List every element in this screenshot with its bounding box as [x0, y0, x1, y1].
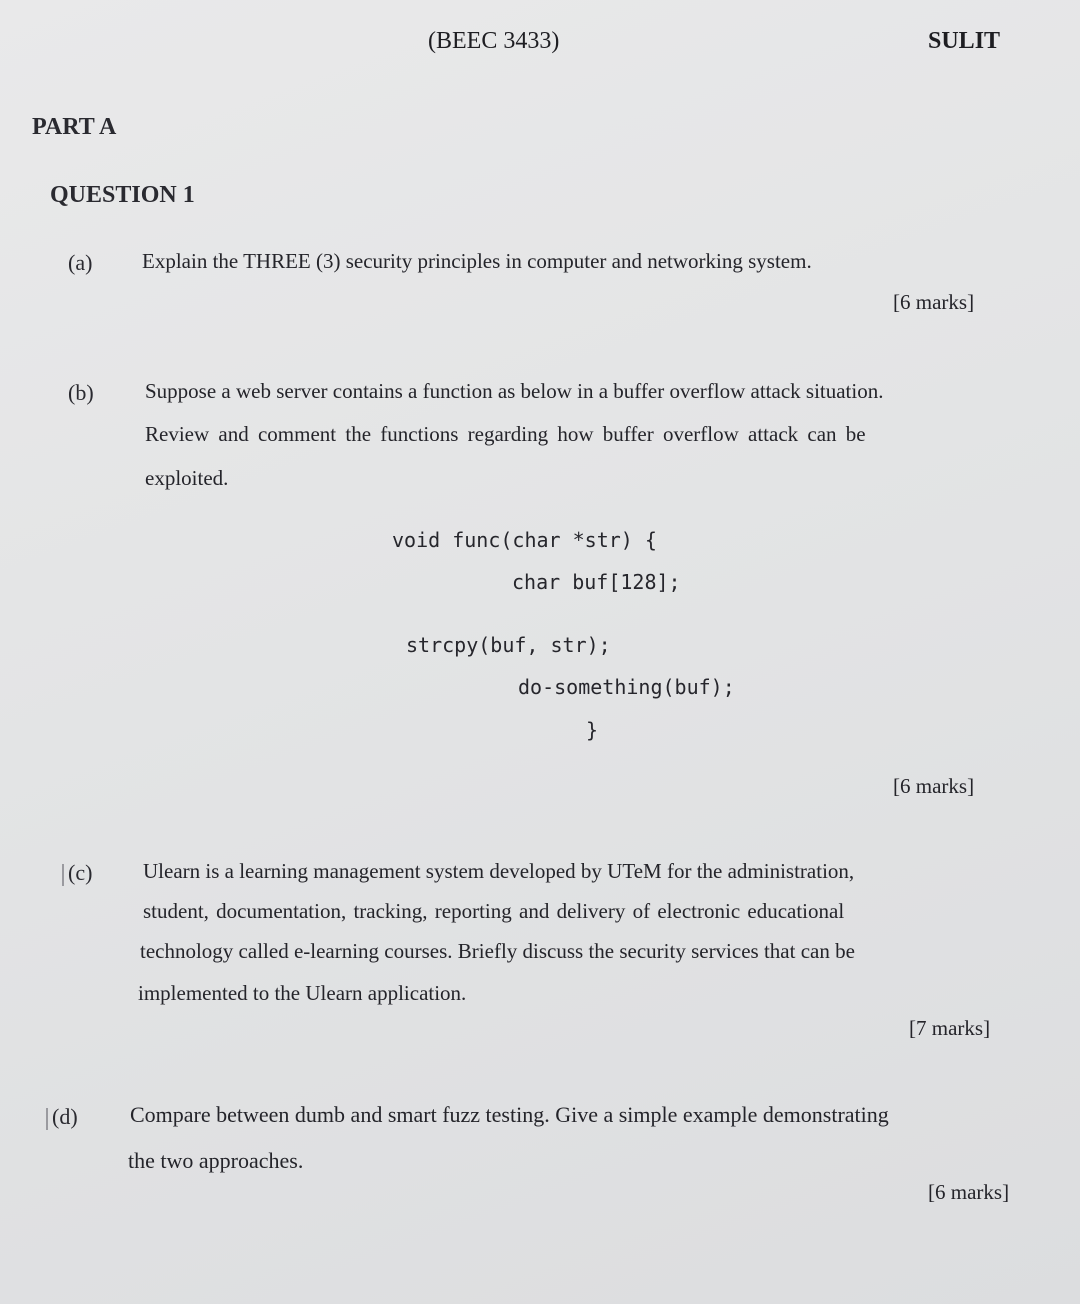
code-line-2: char buf[128];: [512, 570, 681, 594]
code-line-1: void func(char *str) {: [392, 528, 657, 552]
code-line-3: strcpy(buf, str);: [406, 633, 611, 657]
question-b-marks: [6 marks]: [893, 774, 975, 798]
code-line-4: do-something(buf);: [518, 675, 735, 699]
part-title: PART A: [32, 114, 117, 140]
question-a-text: Explain the THREE (3) security principles in computer and networking system.: [142, 249, 812, 273]
question-c-label: (c): [68, 860, 93, 885]
question-b-label: (b): [68, 380, 94, 405]
question-c-line-4: implemented to the Ulearn application.: [138, 981, 467, 1005]
question-c-line-1: Ulearn is a learning management system developed by UTeM for the administration,: [143, 859, 855, 883]
classification-label: SULIT: [928, 28, 1001, 54]
margin-tick-c: [62, 864, 64, 886]
margin-tick-d: [46, 1108, 48, 1130]
question-a-marks: [6 marks]: [893, 290, 975, 314]
question-c-line-3: technology called e-learning courses. Briefly discuss the security services that can be: [140, 939, 855, 963]
question-c-marks: [7 marks]: [909, 1016, 991, 1040]
question-b-line-2: Review and comment the functions regarding how buffer overflow attack can be: [145, 422, 866, 446]
code-line-5: }: [586, 718, 599, 742]
question-c-line-2: student, documentation, tracking, reporting and delivery of electronic educational: [143, 899, 845, 923]
course-code: (BEEC 3433): [428, 28, 560, 54]
question-b-line-3: exploited.: [145, 466, 229, 490]
question-d-line-2: the two approaches.: [128, 1148, 304, 1173]
question-a-label: (a): [68, 250, 93, 275]
question-b-line-1: Suppose a web server contains a function as below in a buffer overflow attack situation.: [145, 379, 884, 403]
question-d-marks: [6 marks]: [928, 1180, 1010, 1204]
question-d-line-1: Compare between dumb and smart fuzz testing. Give a simple example demonstrating: [130, 1102, 889, 1127]
question-title: QUESTION 1: [50, 182, 195, 208]
question-d-label: (d): [52, 1104, 78, 1129]
